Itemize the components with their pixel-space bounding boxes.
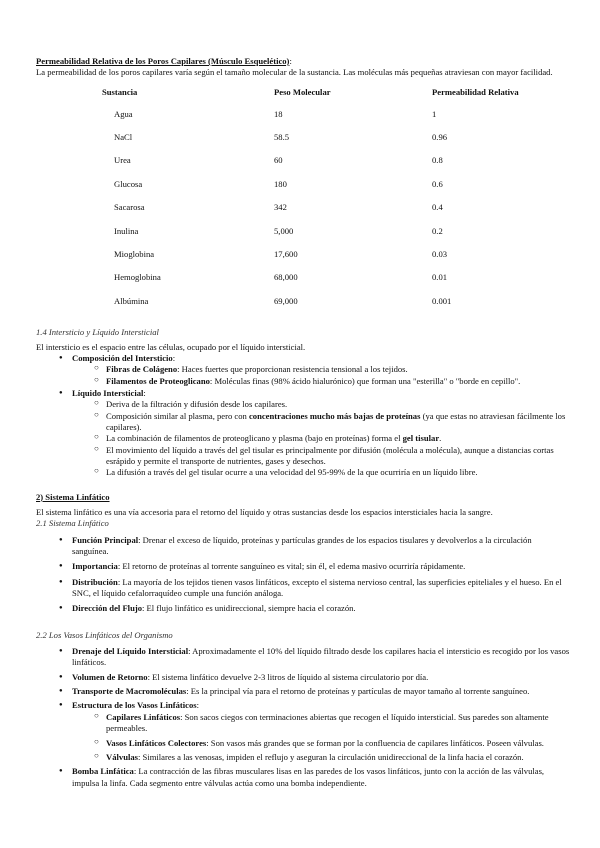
list-item (106, 712, 570, 735)
item-text: : Aproximadamente el 10% del líquido filtrado desde los capilares hacia el intersticio es recogido por los vasos linfáticos. (72, 646, 570, 668)
cell-substance: Sacarosa (114, 202, 145, 213)
linfatico-heading: 2) Sistema Linfático (36, 491, 110, 502)
list-item (106, 752, 570, 763)
header-sustancia: Sustancia (102, 87, 138, 98)
cell-weight: 68,000 (274, 272, 298, 283)
item-text: : Moléculas finas (98% ácido hialurónico) que forman una "esterilla" o "borde en cepillo". (209, 375, 521, 386)
perm-title-line (36, 56, 570, 67)
linfatico-subheading: 2.1 Sistema Linfático (36, 518, 109, 529)
item-label: Importancia (72, 561, 118, 572)
list-item (72, 686, 570, 697)
item-text: : La contracción de las fibras musculares lisas en las paredes de los vasos linfáticos, junto con la acción de las válvulas, impulsa la linfa. Cada segmento entre válvulas actúa como una bomba independiente. (72, 766, 545, 788)
struct-label: Estructura de los Vasos Linfáticos (72, 700, 197, 711)
list-item: ○ El movimiento del líquido a través del gel tisular es principalmente por difusión (molécula a molécula), aunque a distancias cortas esrápido y permite el transporte de nutrientes, gases y desechos. (106, 445, 570, 468)
list-item (106, 738, 570, 749)
cell-substance: Mioglobina (114, 249, 155, 260)
item-text: . (439, 433, 442, 444)
linfatico-intro: El sistema linfático es una vía accesoria para el retorno del líquido y otras sustancias desde los espacios intersticiales hacia la sangre. (36, 507, 493, 518)
table-row (102, 103, 552, 126)
list-item: ● Líquido Intersticial: ○ Deriva de la filtración y difusión desde los capilares. ○ Composición similar al plasma, pero con concentraciones mucho más bajas de proteínas (ya que estas no atraviesan fácilmente los capilares). ○ La combinación de filamentos de proteoglicano y plasma (bajo en proteínas) forma el gel tisular. ○ El movimiento del líquido a través del gel tisular es principalmente por difusión (molécula a molécula), aunque a distancias cortas esrápido y permite el transporte de nutrientes, gases y desechos. ○ La difusión a través del gel tisular ocurre a una velocidad del 95-99% de la que ocurriría en un líquido libre. (72, 388, 570, 479)
list-item (106, 433, 570, 444)
struct-sublist (72, 712, 570, 763)
list-item (72, 766, 570, 789)
liq-label: Líquido Intersticial (72, 387, 144, 398)
comp-sublist (72, 364, 570, 387)
cell-weight: 58.5 (274, 132, 290, 143)
cell-weight: 18 (274, 108, 283, 119)
table-row (102, 126, 552, 149)
cell-weight: 342 (274, 202, 287, 213)
cell-substance: Urea (114, 155, 131, 166)
table-row (102, 173, 552, 196)
permeability-table (102, 83, 552, 314)
item-text: : Son sacos ciegos con terminaciones abiertas que recogen el líquido intersticial. Sus paredes son altamente permeables. (106, 711, 549, 734)
item-label: Distribución (72, 576, 118, 587)
cell-substance: NaCl (114, 132, 133, 143)
list-item (72, 672, 570, 683)
cell-perm: 0.03 (432, 249, 448, 260)
item-text: : El sistema linfático devuelve 2-3 litros de líquido al sistema circulatorio por día. (147, 671, 429, 682)
cell-perm: 1 (432, 108, 437, 119)
cell-weight: 69,000 (274, 295, 298, 306)
list-item: ● Composición del Intersticio: ○ Fibras de Colágeno: Haces fuertes que proporcionan resistencia tensional a los tejidos. ○ Filamentos de Proteoglicano: Moléculas finas (98% ácido hialurónico) que forman una "esterilla" o "borde en cepillo". (72, 353, 570, 387)
cell-perm: 0.01 (432, 272, 448, 283)
table-header-row (102, 83, 552, 103)
item-text: : La mayoría de los tejidos tienen vasos linfáticos, excepto el sistema nervioso central, las superficies epiteliales y el hueso. En el SNC, el líquido cefalorraquídeo cumple una función análoga. (72, 576, 562, 599)
header-peso: Peso Molecular (274, 87, 331, 98)
item-label: Drenaje del Líquido Intersticial (72, 646, 189, 657)
item-label: Función Principal (72, 534, 139, 545)
table-row (102, 243, 552, 266)
item-text: : Son vasos más grandes que se forman por la confluencia de capilares linfáticos. Poseen válvulas. (206, 737, 544, 748)
linfatico-list (36, 535, 570, 615)
list-item (72, 561, 570, 572)
cell-substance: Albúmina (114, 295, 149, 306)
vasos-list (36, 646, 570, 789)
item-text: : Similares a las venosas, impiden el reflujo y aseguran la circulación unidireccional de la linfa hacia el corazón. (138, 751, 524, 762)
cell-substance: Glucosa (114, 178, 143, 189)
cell-perm: 0.001 (432, 295, 452, 306)
list-item: ○ La difusión a través del gel tisular ocurre a una velocidad del 95-99% de la que ocurriría en un líquido libre. (106, 467, 570, 478)
cell-perm: 0.4 (432, 202, 443, 213)
list-item (72, 646, 570, 669)
item-text: La combinación de filamentos de proteoglicano y plasma (bajo en proteínas) forma el (106, 433, 403, 444)
table-row (102, 196, 552, 219)
cell-perm: 0.96 (432, 132, 448, 143)
list-item (72, 535, 570, 558)
comp-label: Composición del Intersticio (72, 352, 173, 363)
intersticio-list (36, 353, 570, 479)
item-label: Capilares Linfáticos (106, 711, 181, 722)
list-item: ○ Deriva de la filtración y difusión desde los capilares. (106, 399, 570, 410)
table-row (102, 149, 552, 172)
table-row (102, 220, 552, 243)
cell-weight: 5,000 (274, 225, 294, 236)
item-label: Volumen de Retorno (72, 671, 148, 682)
item-label: Dirección del Flujo (72, 603, 143, 614)
document-page (36, 56, 570, 790)
list-item (72, 603, 570, 614)
list-item (106, 376, 570, 387)
table-row (102, 290, 552, 313)
cell-perm: 0.2 (432, 225, 443, 236)
cell-perm: 0.6 (432, 178, 443, 189)
cell-perm: 0.8 (432, 155, 443, 166)
cell-weight: 17,600 (274, 249, 298, 260)
item-bold: concentraciones mucho más bajas de proteínas (248, 410, 421, 421)
header-permeabilidad: Permeabilidad Relativa (432, 87, 519, 98)
item-label: Transporte de Macromoléculas (72, 686, 187, 697)
item-text: Composición similar al plasma, pero con (106, 410, 249, 421)
liq-sublist (72, 399, 570, 478)
list-item: ● Estructura de los Vasos Linfáticos: ○ Capilares Linfáticos: Son sacos ciegos con terminaciones abiertas que recogen el líquido intersticial. Sus paredes son altamente permeables. ○ Vasos Linfáticos Colectores: Son vasos más grandes que se forman por la confluencia de capilares linfáticos. Poseen válvulas. ○ Válvulas: Similares a las venosas, impiden el reflujo y aseguran la circulación unidireccional de la linfa hacia el corazón. (72, 700, 570, 763)
item-text: : El retorno de proteínas al torrente sanguíneo es vital; sin él, el edema masivo ocurriría rápidamente. (117, 561, 466, 572)
intersticio-heading: 1.4 Intersticio y Líquido Intersticial (36, 327, 159, 338)
perm-title-colon: : (289, 56, 292, 66)
item-label: Válvulas (106, 751, 138, 762)
perm-intro: La permeabilidad de los poros capilares varía según el tamaño molecular de la sustancia. Las moléculas más pequeñas atraviesan con mayor facilidad. (36, 67, 553, 78)
item-text: : Es la principal vía para el retorno de proteínas y partículas de mayor tamaño al torrente sanguíneo. (186, 686, 530, 697)
cell-substance: Hemoglobina (114, 272, 161, 283)
item-label: Bomba Linfática (72, 766, 134, 777)
item-label: Fibras de Colágeno (106, 364, 178, 375)
item-text: : Haces fuertes que proporcionan resistencia tensional a los tejidos. (177, 364, 408, 375)
item-text: : El flujo linfático es unidireccional, siempre hacia el corazón. (142, 603, 356, 614)
vasos-heading: 2.2 Los Vasos Linfáticos del Organismo (36, 629, 173, 640)
list-item (72, 577, 570, 600)
item-bold: gel tisular (402, 433, 440, 444)
list-item (106, 411, 570, 434)
intersticio-intro: El intersticio es el espacio entre las células, ocupado por el líquido intersticial. (36, 341, 306, 352)
table-row (102, 266, 552, 289)
cell-weight: 60 (274, 155, 283, 166)
item-text: (ya que estas no atraviesan fácilmente los capilares). (106, 410, 566, 432)
item-label: Filamentos de Proteoglicano (106, 375, 210, 386)
item-text: : Drenar el exceso de líquido, proteínas y partículas grandes de los espacios tisulares y devolverlos a la circulación sanguínea. (72, 534, 532, 557)
cell-substance: Agua (114, 108, 133, 119)
perm-title: Permeabilidad Relativa de los Poros Capilares (Músculo Esquelético) (36, 56, 290, 66)
list-item (106, 364, 570, 375)
cell-weight: 180 (274, 178, 287, 189)
item-label: Vasos Linfáticos Colectores (106, 737, 207, 748)
cell-substance: Inulina (114, 225, 139, 236)
